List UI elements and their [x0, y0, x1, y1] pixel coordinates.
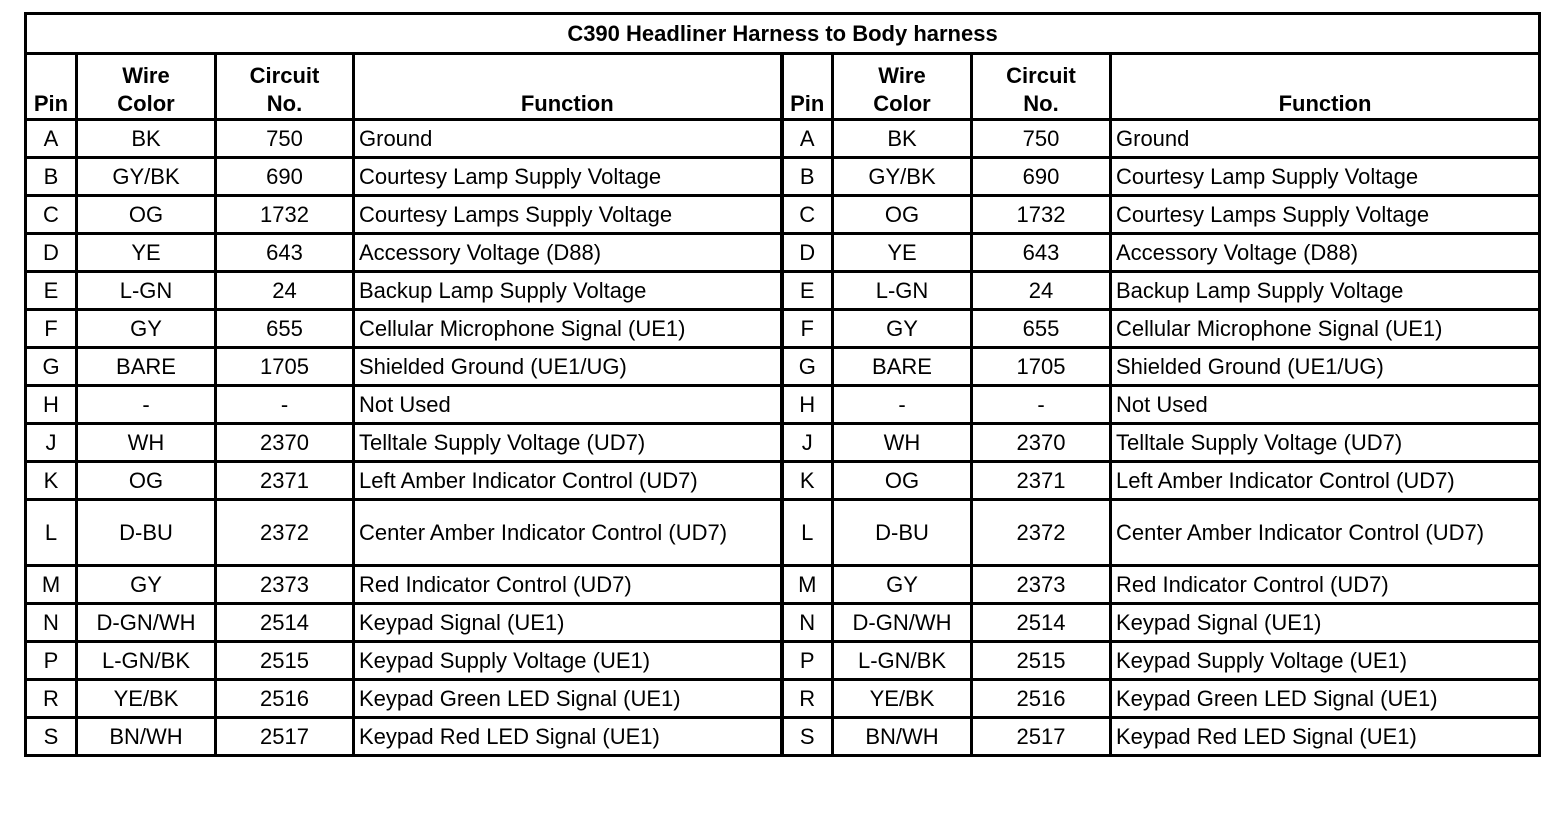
wire-color-cell: BARE	[833, 348, 972, 386]
function-cell: Keypad Green LED Signal (UE1)	[1111, 680, 1540, 718]
table-row	[26, 196, 1540, 234]
function-cell: Not Used	[1111, 386, 1540, 424]
wire-color-cell: OG	[833, 462, 972, 500]
wire-color-cell: GY	[77, 310, 216, 348]
function-cell: Left Amber Indicator Control (UD7)	[354, 462, 782, 500]
harness-table	[24, 12, 1541, 757]
table-row	[26, 158, 1540, 196]
pin-cell: S	[26, 718, 77, 756]
wire-color-cell: BN/WH	[833, 718, 972, 756]
circuit-cell: 1705	[972, 348, 1111, 386]
pin-cell: M	[782, 566, 833, 604]
table-row	[26, 566, 1540, 604]
wire-color-cell: WH	[833, 424, 972, 462]
wire-color-cell: YE/BK	[833, 680, 972, 718]
table-row	[26, 604, 1540, 642]
wire-color-cell: YE	[833, 234, 972, 272]
function-cell: Telltale Supply Voltage (UD7)	[1111, 424, 1540, 462]
wire-color-cell: BN/WH	[77, 718, 216, 756]
pin-cell: H	[26, 386, 77, 424]
table-row	[26, 120, 1540, 158]
function-cell: Keypad Green LED Signal (UE1)	[354, 680, 782, 718]
function-cell: Courtesy Lamps Supply Voltage	[1111, 196, 1540, 234]
table-row	[26, 424, 1540, 462]
table-row	[26, 718, 1540, 756]
header-wire-color: Wire Color	[833, 54, 972, 120]
pin-cell: D	[26, 234, 77, 272]
table-row	[26, 234, 1540, 272]
circuit-cell: 2370	[972, 424, 1111, 462]
circuit-cell: 2516	[216, 680, 354, 718]
function-cell: Ground	[1111, 120, 1540, 158]
wire-color-cell: GY	[77, 566, 216, 604]
circuit-cell: 643	[216, 234, 354, 272]
circuit-cell: 24	[972, 272, 1111, 310]
wire-color-cell: OG	[77, 462, 216, 500]
function-cell: Center Amber Indicator Control (UD7)	[354, 500, 782, 566]
function-cell: Keypad Red LED Signal (UE1)	[1111, 718, 1540, 756]
function-cell: Cellular Microphone Signal (UE1)	[354, 310, 782, 348]
circuit-cell: 2517	[216, 718, 354, 756]
header-pin: Pin	[782, 54, 833, 120]
function-cell: Shielded Ground (UE1/UG)	[354, 348, 782, 386]
function-cell: Keypad Red LED Signal (UE1)	[354, 718, 782, 756]
function-cell: Red Indicator Control (UD7)	[1111, 566, 1540, 604]
wire-color-cell: BK	[833, 120, 972, 158]
pin-cell: K	[26, 462, 77, 500]
table-row	[26, 642, 1540, 680]
function-cell: Red Indicator Control (UD7)	[354, 566, 782, 604]
circuit-cell: 24	[216, 272, 354, 310]
table-row	[26, 310, 1540, 348]
wire-color-cell: D-GN/WH	[833, 604, 972, 642]
header-circuit-no: Circuit No.	[972, 54, 1111, 120]
circuit-cell: 2372	[216, 500, 354, 566]
function-cell: Backup Lamp Supply Voltage	[354, 272, 782, 310]
wire-color-cell: BK	[77, 120, 216, 158]
pin-cell: J	[782, 424, 833, 462]
pin-cell: C	[782, 196, 833, 234]
pin-cell: P	[26, 642, 77, 680]
pin-cell: S	[782, 718, 833, 756]
function-cell: Keypad Supply Voltage (UE1)	[354, 642, 782, 680]
pin-cell: K	[782, 462, 833, 500]
pin-cell: G	[26, 348, 77, 386]
function-cell: Courtesy Lamp Supply Voltage	[354, 158, 782, 196]
circuit-cell: 655	[216, 310, 354, 348]
function-cell: Keypad Supply Voltage (UE1)	[1111, 642, 1540, 680]
function-cell: Left Amber Indicator Control (UD7)	[1111, 462, 1540, 500]
wire-color-cell: D-GN/WH	[77, 604, 216, 642]
table-row	[26, 500, 1540, 566]
function-cell: Center Amber Indicator Control (UD7)	[1111, 500, 1540, 566]
wire-color-cell: OG	[833, 196, 972, 234]
wire-color-cell: L-GN/BK	[833, 642, 972, 680]
circuit-cell: 2373	[972, 566, 1111, 604]
wire-color-cell: GY/BK	[833, 158, 972, 196]
pin-cell: E	[782, 272, 833, 310]
wire-color-cell: -	[833, 386, 972, 424]
table-row	[26, 386, 1540, 424]
table-body	[26, 120, 1540, 756]
pin-cell: A	[26, 120, 77, 158]
table-row	[26, 348, 1540, 386]
circuit-cell: 2373	[216, 566, 354, 604]
pin-cell: E	[26, 272, 77, 310]
circuit-cell: 2514	[216, 604, 354, 642]
wire-color-cell: WH	[77, 424, 216, 462]
pin-cell: F	[26, 310, 77, 348]
pin-cell: A	[782, 120, 833, 158]
table-title: C390 Headliner Harness to Body harness	[26, 14, 1540, 54]
function-cell: Keypad Signal (UE1)	[354, 604, 782, 642]
wire-color-cell: GY	[833, 310, 972, 348]
pin-cell: P	[782, 642, 833, 680]
header-function: Function	[354, 54, 782, 120]
wire-color-cell: BARE	[77, 348, 216, 386]
circuit-cell: 655	[972, 310, 1111, 348]
pin-cell: G	[782, 348, 833, 386]
circuit-cell: -	[972, 386, 1111, 424]
function-cell: Accessory Voltage (D88)	[1111, 234, 1540, 272]
circuit-cell: 1732	[216, 196, 354, 234]
wire-color-cell: L-GN	[77, 272, 216, 310]
pin-cell: B	[782, 158, 833, 196]
harness-table-container	[24, 12, 1538, 757]
table-row	[26, 462, 1540, 500]
circuit-cell: 2514	[972, 604, 1111, 642]
circuit-cell: 690	[972, 158, 1111, 196]
function-cell: Accessory Voltage (D88)	[354, 234, 782, 272]
wire-color-cell: YE/BK	[77, 680, 216, 718]
circuit-cell: 2370	[216, 424, 354, 462]
table-row	[26, 272, 1540, 310]
wire-color-cell: D-BU	[77, 500, 216, 566]
function-cell: Courtesy Lamp Supply Voltage	[1111, 158, 1540, 196]
circuit-cell: 1732	[972, 196, 1111, 234]
function-cell: Telltale Supply Voltage (UD7)	[354, 424, 782, 462]
wire-color-cell: OG	[77, 196, 216, 234]
circuit-cell: 2515	[216, 642, 354, 680]
function-cell: Ground	[354, 120, 782, 158]
circuit-cell: 750	[216, 120, 354, 158]
pin-cell: R	[26, 680, 77, 718]
circuit-cell: 2372	[972, 500, 1111, 566]
header-pin: Pin	[26, 54, 77, 120]
pin-cell: N	[782, 604, 833, 642]
function-cell: Courtesy Lamps Supply Voltage	[354, 196, 782, 234]
function-cell: Not Used	[354, 386, 782, 424]
table-row	[26, 680, 1540, 718]
circuit-cell: 2516	[972, 680, 1111, 718]
circuit-cell: -	[216, 386, 354, 424]
circuit-cell: 2517	[972, 718, 1111, 756]
pin-cell: C	[26, 196, 77, 234]
pin-cell: B	[26, 158, 77, 196]
wire-color-cell: GY	[833, 566, 972, 604]
circuit-cell: 750	[972, 120, 1111, 158]
wire-color-cell: L-GN/BK	[77, 642, 216, 680]
header-function: Function	[1111, 54, 1540, 120]
pin-cell: L	[782, 500, 833, 566]
pin-cell: J	[26, 424, 77, 462]
pin-cell: D	[782, 234, 833, 272]
circuit-cell: 1705	[216, 348, 354, 386]
pin-cell: F	[782, 310, 833, 348]
function-cell: Backup Lamp Supply Voltage	[1111, 272, 1540, 310]
pin-cell: M	[26, 566, 77, 604]
circuit-cell: 2371	[972, 462, 1111, 500]
function-cell: Cellular Microphone Signal (UE1)	[1111, 310, 1540, 348]
function-cell: Shielded Ground (UE1/UG)	[1111, 348, 1540, 386]
wire-color-cell: L-GN	[833, 272, 972, 310]
wire-color-cell: YE	[77, 234, 216, 272]
function-cell: Keypad Signal (UE1)	[1111, 604, 1540, 642]
pin-cell: H	[782, 386, 833, 424]
pin-cell: N	[26, 604, 77, 642]
circuit-cell: 2515	[972, 642, 1111, 680]
wire-color-cell: D-BU	[833, 500, 972, 566]
wire-color-cell: -	[77, 386, 216, 424]
header-circuit-no: Circuit No.	[216, 54, 354, 120]
circuit-cell: 643	[972, 234, 1111, 272]
circuit-cell: 2371	[216, 462, 354, 500]
wire-color-cell: GY/BK	[77, 158, 216, 196]
header-wire-color: Wire Color	[77, 54, 216, 120]
pin-cell: L	[26, 500, 77, 566]
header-row	[26, 54, 1540, 120]
pin-cell: R	[782, 680, 833, 718]
circuit-cell: 690	[216, 158, 354, 196]
